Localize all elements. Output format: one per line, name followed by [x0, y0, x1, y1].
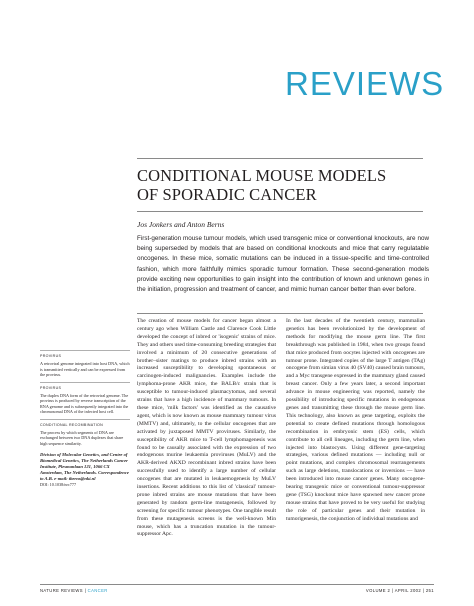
authors: Jos Jonkers and Anton Berns [137, 220, 225, 229]
margin-note-text: The process by which segments of DNA are exchanged between two DNA duplexes that share high sequence similarity. [40, 430, 124, 446]
margin-note-heading: CONDITIONAL RECOMBINATION [40, 422, 104, 427]
margin-note [40, 382, 130, 415]
footer-separator: | [84, 588, 87, 593]
margin-rule [40, 350, 130, 351]
footer-rule [40, 584, 434, 585]
page-number: 251 [425, 588, 434, 593]
margin-note [40, 419, 130, 447]
section-label: REVIEWS [285, 65, 445, 102]
margin-note-heading: PROVIRUS [40, 354, 62, 358]
body-column-right: In the last decades of the twentieth century, mammalian genetics has been revolutionized by the development of methods for modifying the mouse germ line. The first breakthrough was published in 1984, when two groups found that mice produced from oocytes injected with oncogenes are tumour prone. Integrated copies of the large T antigen (TAg) oncogene from simian virus 40 (SV40) caused brain tumours, and a Myc transgene expressed in the mammary gland caused breast cancer. Only a few years later, a second important advance in mouse engineering was reported, namely the possibility of introducing specific mutations in endogenous genes and transmitting these through the mouse germ line. This technology, also known as gene targeting, exploits the potential to create defined mutations through homologous recombination in embryonic stem (ES) cells, which contribute to all cell lineages, including the germ line, when injected into blastocysts. Using different gene-targeting strategies, various defined mutations — including null or point mutations, and complex chromosomal rearrangements such as large deletions, translocations or inversions — have been introduced into mouse cancer genes. Many oncogene-bearing transgenic mice or conventional tumour-suppressor gene (TSG) knockout mice have spawned new cancer prone mouse strains that have proved to be very useful for studying the role of particular genes and their mutation in tumorigenesis, the conjunction of individual mutations and [286, 318, 425, 522]
abstract: First-generation mouse tumour models, which used transgenic mice or conventional knockouts, are now being superseded by models that are based on conditional knockouts and mice that carry regulatable oncogenes. In these mice, somatic mutations can be induced in a tissue-specific and time-controlled fashion, which more faithfully mimics sporadic tumour formation. These second-generation models provide exciting new opportunities to gain insight into the contribution of known and unknown genes in the initiation, progression and treatment of cancer, and mimic human cancer better than ever before. [137, 235, 429, 294]
footer-journal [40, 588, 108, 593]
footer-separator: | [391, 588, 394, 593]
footer-volume: VOLUME 2 [365, 588, 391, 593]
margin-note-text: The duplex DNA form of the retroviral genome. The provirus is produced by reverse transcription of the RNA genome and is subsequently integrated into the chromosomal DNA of the infected host cell. [40, 393, 129, 415]
title-rule [137, 211, 423, 212]
footer-journal-prefix: NATURE REVIEWS [40, 588, 83, 593]
margin-rule [40, 382, 130, 383]
top-rule [137, 158, 423, 159]
body-column-left: The creation of mouse models for cancer began almost a century ago when William Castle and Clarence Cook Little developed the concept of inbred or 'isogenic' strains of mice. They and others used time-consuming breeding strategies that involved a minimum of 20 consecutive generations of brother–sister matings to produce inbred strains with an increased susceptibility to developing spontaneous or carcinogen-induced malignancies. Examples include the lymphoma-prone AKR mice, the BALB/c strain that is susceptible to tumour-induced plasmacytomas, and several strains that have a high incidence of mammary tumours. In these mice, 'milk factors' was identified as the causative agent, which is now known as mouse mammary tumour virus (MMTV) and, ultimately, to the cellular oncogenes that are activated by juxtaposed MMTV proviruses. Similarly, the susceptibility of AKR mice to T-cell lymphomagenesis was found to be causally associated with the expression of two endogenous murine leukaemia proviruses (MuLV) and the AKR-derived AKXD recombinant inbred strains have been successfully used to identify a large number of cellular oncogenes that are mutated in leukaemogenesis by MuLV insertions. Recent additions to this list of 'classical' tumour-prone inbred strains are mouse mutations that have been generated by random germ-line mutagenesis, followed by screening for specific tumour phenotypes. One tangible result from these mutagenesis screens is the well-known Min mouse, which has a truncation mutation in the tumour-suppressor Apc. [137, 318, 276, 538]
margin-rule [40, 419, 130, 420]
footer-separator: | [422, 588, 425, 593]
affiliation: Division of Molecular Genetics, and Centre of Biomedical Genetics, The Netherlands Cancer Institute, Plesmanlaan 121, 1066 CX Amsterdam, The Netherlands. Correspondence to A.B. e-mail: tberns@nki.nl [40, 452, 129, 482]
footer-volume-info [366, 588, 434, 593]
footer-journal-suffix: CANCER [87, 588, 108, 593]
margin-note-heading: PROVIRUS [40, 385, 62, 390]
article-title [137, 166, 437, 204]
margin-notes [40, 348, 130, 488]
abstract-rule [137, 313, 423, 314]
doi: DOI: 10.1038/nrc777 [40, 482, 77, 488]
margin-note [40, 350, 130, 378]
title-line-2: OF SPORADIC CANCER [137, 185, 317, 204]
title-line-1: CONDITIONAL MOUSE MODELS [137, 166, 387, 185]
footer-date: APRIL 2002 [394, 588, 422, 593]
margin-note-text: A retroviral genome integrated into host DNA, which is transmitted vertically and can be expressed from the provirus. [40, 361, 130, 378]
